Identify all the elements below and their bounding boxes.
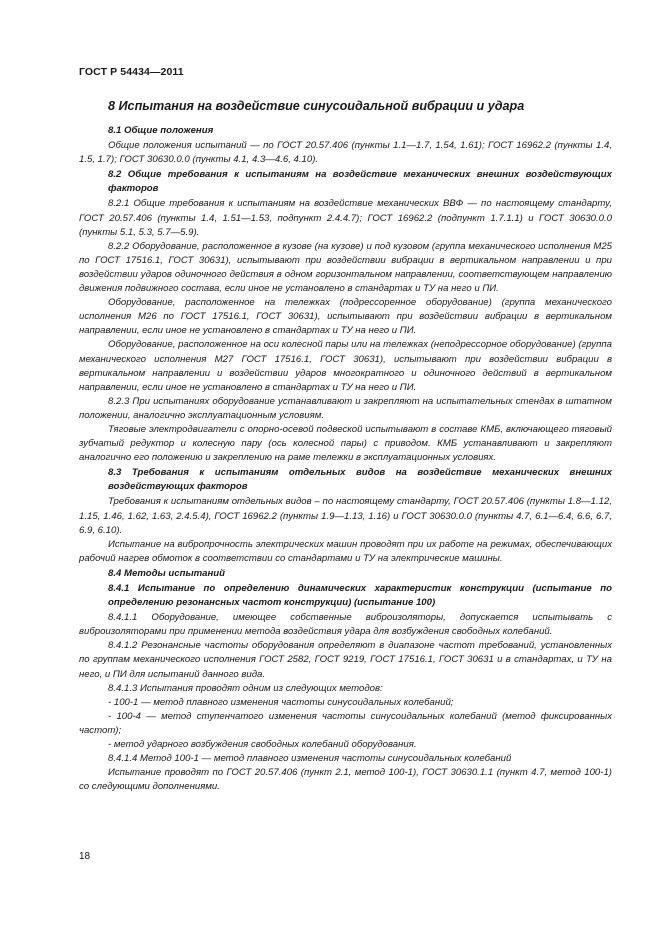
paragraph: Испытание на вибропрочность электрических машин проводят при их работе на режимах, обеспечивающих рабочий нагрев обмоток в соответствии со стандартами и ТУ на электрические машины.	[79, 538, 612, 564]
heading-8-2: 8.2 Общие требования к испытаниям на воздействие механических внешних воздействующих факторов	[108, 169, 612, 195]
list-item: - 100-4 — метод ступенчатого изменения частоты синусоидальных колебаний (метод фиксированных частот);	[79, 710, 612, 736]
paragraph: Оборудование, расположенное на тележках (подрессоренное оборудование) (группа механического исполнения М26 по ГОСТ 17516.1, ГОСТ 30631), испытывают при воздействии вибрации в вертикальном направлении, если иное не установлено в стандартах и ТУ на него и ПИ.	[79, 297, 612, 337]
paragraph: 8.4.1.4 Метод 100-1 — метод плавного изменения частоты синусоидальных колебаний	[108, 753, 512, 765]
standard-header: ГОСТ Р 54434—2011	[79, 66, 184, 78]
paragraph: 8.4.1.3 Испытания проводят одним из следующих методов:	[108, 682, 383, 694]
paragraph: 8.2.3 При испытаниях оборудование устанавливают и закрепляют на испытательных стендах в штатном положении, аналогично эксплуатационным условиям.	[79, 395, 612, 421]
paragraph: 8.4.1.2 Резонансные частоты оборудования определяют в диапазоне частот требований, установленных по группам механического исполнения ГОСТ 2582, ГОСТ 9219, ГОСТ 17516.1, ГОСТ 30631 и в стандартах, и ТУ на него, и ПИ для испытаний данного вида.	[79, 640, 612, 680]
heading-8-3: 8.3 Требования к испытаниям отдельных видов на воздействие механических внешних воздействующих факторов	[108, 467, 612, 493]
paragraph: 8.2.1 Общие требования к испытаниям на воздействие механических ВВФ — по настоящему стандарту, ГОСТ 20.57.406 (пункты 1.4, 1.51—1.53, подпункт 2.4.4.7); ГОСТ 16962.2 (подпункт 1.7.1.1) и ГОСТ 30630.0.0 (пункты 5.1, 5.3, 5.7—5.9).	[79, 198, 612, 238]
paragraph: 8.4.1.1 Оборудование, имеющее собственные виброизоляторы, допускается испытывать с виброизоляторами при применении метода воздействия удара для возбуждения свободных колебаний.	[79, 612, 612, 638]
paragraph: Требования к испытаниям отдельных видов – по настоящему стандарту, ГОСТ 20.57.406 (пункты 1.8—1.12, 1.15, 1.46, 1.62, 1.63, 2.4.5.4), ГОСТ 16962.2 (пункты 1.9—1.13, 1.16) и ГОСТ 30630.0.0 (пункты 4.7, 6.1—6.4, 6.6, 6.7, 6.9, 6.10).	[79, 496, 612, 536]
page-number: 18	[79, 851, 91, 862]
list-item: - 100-1 — метод плавного изменения частоты синусоидальных колебаний;	[108, 696, 454, 708]
paragraph: Общие положения испытаний — по ГОСТ 20.57.406 (пункты 1.1—1.7, 1.54, 1.61); ГОСТ 16962.2 (пункты 1.4, 1.5, 1.7); ГОСТ 30630.0.0 (пункты 4.1, 4.3—4.6, 4.10).	[79, 140, 612, 166]
paragraph: Оборудование, расположенное на оси колесной пары или на тележках (неподрессорное оборудование) (группа механического исполнения М27 ГОСТ 17516.1, ГОСТ 30631), испытывают при воздействии вибрации в вертикальном направлении и воздействии ударов многократного и одиночного действий в вертикальном направлении, если иное не установлено в стандартах и ТУ на него и ПИ.	[79, 339, 612, 393]
heading-8-1: 8.1 Общие положения	[108, 125, 214, 136]
list-item: - метод ударного возбуждения свободных колебаний оборудования.	[108, 739, 417, 751]
paragraph: Тяговые электродвигатели с опорно-осевой подвеской испытывают в составе КМБ, включающего тяговый зубчатый редуктор и колесную пару (ось колесной пары) с приводом. КМБ устанавливают и закрепляют аналогично его положению и закреплению на раме тележки в эксплуатационных условиях.	[79, 423, 612, 464]
section-title: 8 Испытания на воздействие синусоидальной вибрации и удара	[108, 99, 525, 113]
document-body	[79, 124, 612, 794]
paragraph: 8.2.2 Оборудование, расположенное в кузове (на кузове) и под кузовом (группа механического исполнения М25 по ГОСТ 17516.1, ГОСТ 30631), испытывают при воздействии вибрации в вертикальном направлении и при воздействии ударов одиночного действия в одном горизонтальном направлении, соответствующем направлению движения подвижного состава, если иное не установлено в стандартах и ТУ на него и ПИ.	[79, 240, 612, 295]
heading-8-4: 8.4 Методы испытаний	[108, 567, 226, 579]
paragraph: Испытание проводят по ГОСТ 20.57.406 (пункт 2.1, метод 100-1), ГОСТ 30630.1.1 (пункт 4.7, метод 100-1) со следующими дополнениями.	[79, 767, 612, 793]
heading-8-4-1: 8.4.1 Испытание по определению динамических характеристик конструкции (испытание по определению резонансных частот конструкции) (испытание 100)	[108, 583, 612, 609]
